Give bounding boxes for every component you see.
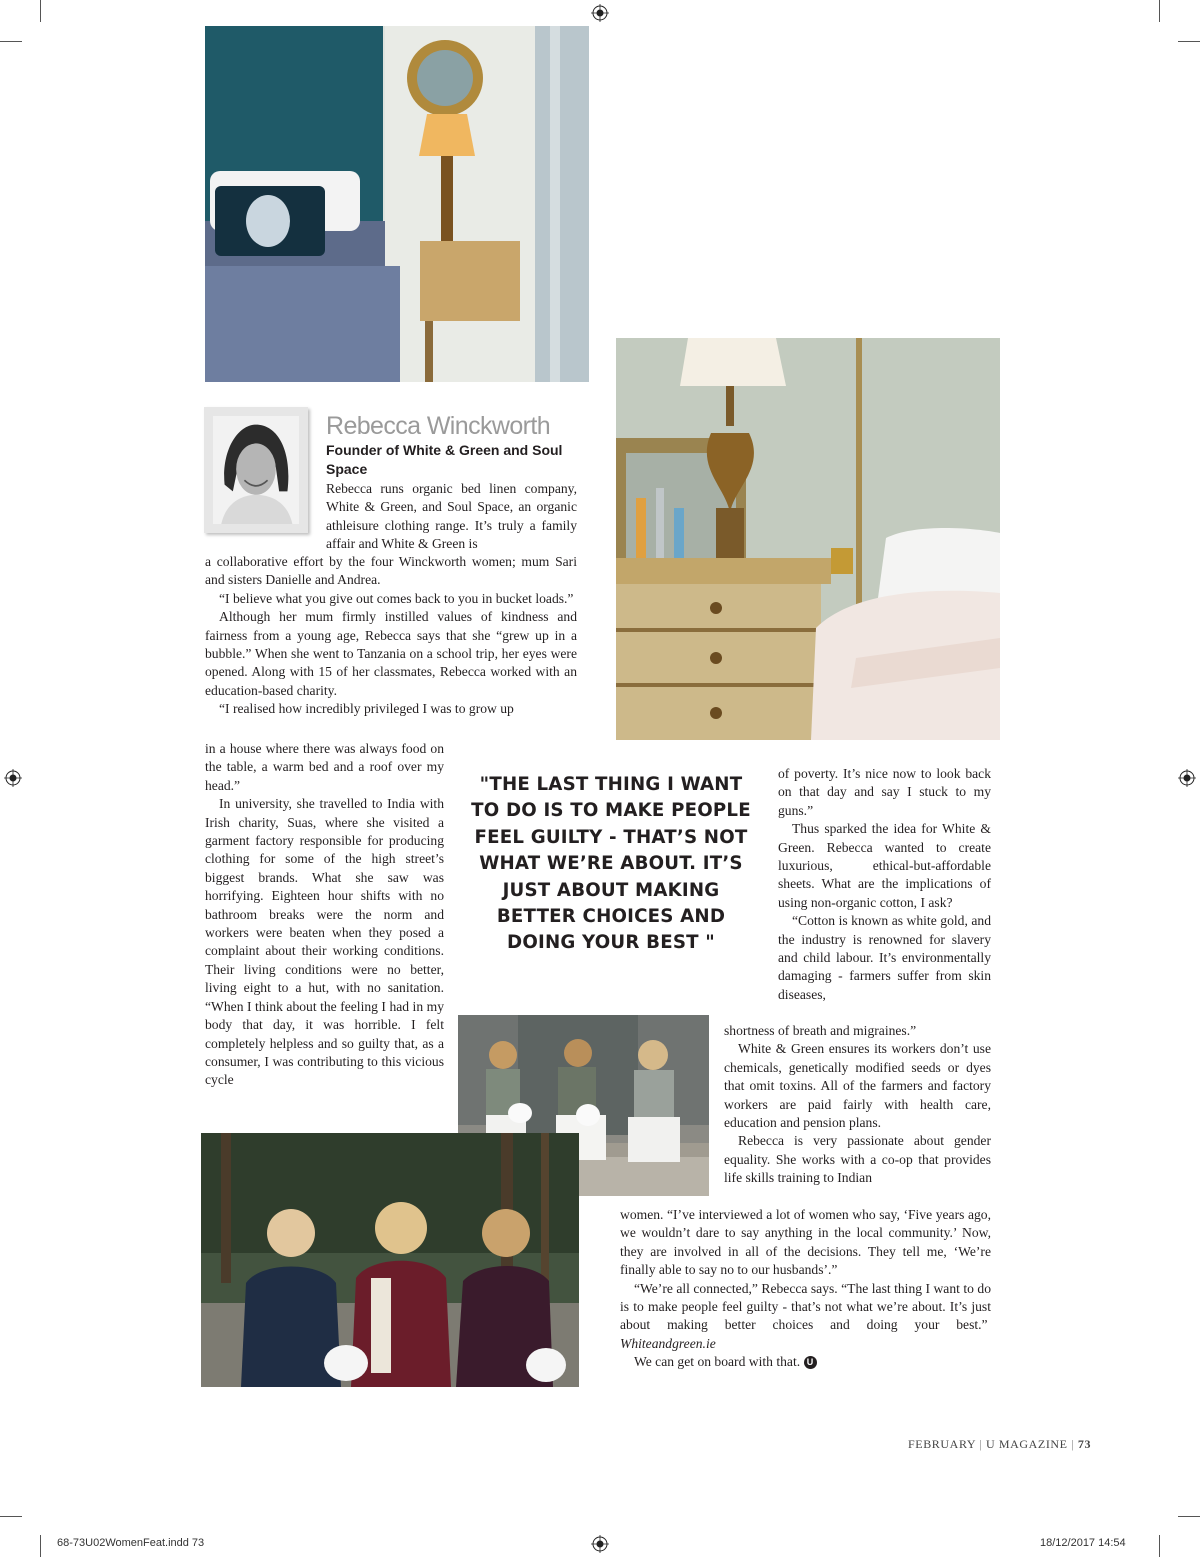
registration-mark-icon [4,769,22,787]
registration-mark-icon [591,1535,609,1553]
body-paragraph: Rebecca runs organic bed linen company, White & Green, and Soul Space, an organic athleisure clothing range. It’s truly a family affair and White & Green is [326,481,577,552]
body-text-intro [326,480,577,554]
bedroom-photo-teal-headboard [205,26,589,382]
body-paragraph: “Cotton is known as white gold, and the industry is renowned for slavery and child labour. It’s environmentally damaging - farmers suffer from skin diseases, [778,913,991,1002]
body-paragraph: a collaborative effort by the four Winckworth women; mum Sari and sisters Danielle and Andrea. [205,554,577,588]
body-paragraph: shortness of breath and migraines.” [724,1023,917,1038]
bedroom-photo-chest-of-drawers [616,338,1000,740]
registration-mark-icon [591,4,609,22]
profile-role: Founder of White & Green and Soul Space [326,442,563,477]
group-photo-women-outdoors [201,1133,579,1387]
folio-separator: | [1071,1437,1075,1451]
body-paragraph: White & Green ensures its workers don’t use chemicals, genetically modified seeds or dyes that omit toxins. All of the farmers and factory workers are paid fairly with health care, education and pension plans. [724,1041,991,1131]
body-paragraph: Although her mum firmly instilled values of kindness and fairness from a young age, Rebecca says that she “grew up in a bubble.” When she went to Tanzania on a school trip, her eyes were opened. Along with 15 of her classmates, Rebecca worked with an education-based charity. [205,609,577,698]
folio-page-number: 73 [1077,1437,1092,1451]
folio [908,1437,1091,1452]
crop-mark [1159,0,1160,22]
pull-quote: "THE LAST THING I WANT TO DO IS TO MAKE PEOPLE FEEL GUILTY - THAT’S NOT WHAT WE’RE ABOUT. IT’S JUST ABOUT MAKING BETTER CHOICES AND DOING YOUR BEST " [471,774,751,954]
closing-paragraph [620,1353,991,1371]
slug-filename: 68-73U02WomenFeat.indd 73 [57,1537,205,1549]
body-text-column-1b [205,740,444,1090]
folio-separator: | [979,1437,983,1451]
body-text-column-1 [205,553,577,719]
body-paragraph: Rebecca is very passionate about gender equality. She works with a co-op that provides life skills training to Indian [724,1133,991,1186]
body-text-column-3b [724,1022,991,1188]
crop-mark [1159,1535,1160,1557]
profile-name: Rebecca Winckworth [326,412,551,440]
body-paragraph: of poverty. It’s nice now to look back on that day and say I stuck to my guns.” [778,766,991,818]
closing-text: We can get on board with that. [634,1354,801,1370]
registration-mark-icon [1178,769,1196,787]
crop-mark [0,1516,22,1517]
body-paragraph: in a house where there was always food on the table, a warm bed and a roof over my head.” [205,741,444,793]
body-text-column-3 [778,765,991,1004]
folio-magazine: U MAGAZINE [985,1437,1068,1451]
portrait-photo-rebecca [204,407,308,533]
website-link[interactable]: Whiteandgreen.ie [620,1335,716,1351]
folio-month: FEBRUARY [908,1437,976,1451]
body-paragraph: Thus sparked the idea for White & Green. Rebecca wanted to create luxurious, ethical-but-affordable sheets. What are the implications of using non-organic cotton, I ask? [778,821,991,910]
crop-mark [1178,1516,1200,1517]
body-paragraph-text: “We’re all connected,” Rebecca says. “The last thing I want to do is to make people feel guilty - that’s not what we’re about. It’s just about making better choices and doing your best.” [620,1280,991,1333]
body-paragraph: In university, she travelled to India with Irish charity, Suas, where she visited a garment factory responsible for producing clothing for some of the high street’s biggest brands. What she saw was horrifying. Eighteen hour shifts with no bathroom breaks were the norm and workers were beaten when they posed a complaint about their working conditions. Their living conditions were no better, living eight to a hut, with no sanitation. “When I think about the feeling I had in my body that day, it was horrible. I felt completely helpless and so guilty that, as a consumer, I was contributing to this vicious cycle [205,796,444,1088]
slug-timestamp: 18/12/2017 14:54 [1040,1537,1126,1549]
body-paragraph [620,1280,991,1354]
crop-mark [40,1535,41,1557]
body-text-column-3c [620,1206,991,1372]
body-paragraph: “I believe what you give out comes back to you in bucket loads.” [219,590,574,606]
crop-mark [1178,41,1200,42]
body-paragraph: “I realised how incredibly privileged I was to grow up [219,701,514,717]
body-paragraph: women. “I’ve interviewed a lot of women who say, ‘Five years ago, we wouldn’t dare to say anything in the local community.’ Now, they are involved in all of the decisions. They tell me, ‘We’re finally able to say no to our husbands’.” [620,1207,991,1278]
crop-mark [0,41,22,42]
u-magazine-end-mark-icon: U [804,1356,817,1369]
crop-mark [40,0,41,22]
